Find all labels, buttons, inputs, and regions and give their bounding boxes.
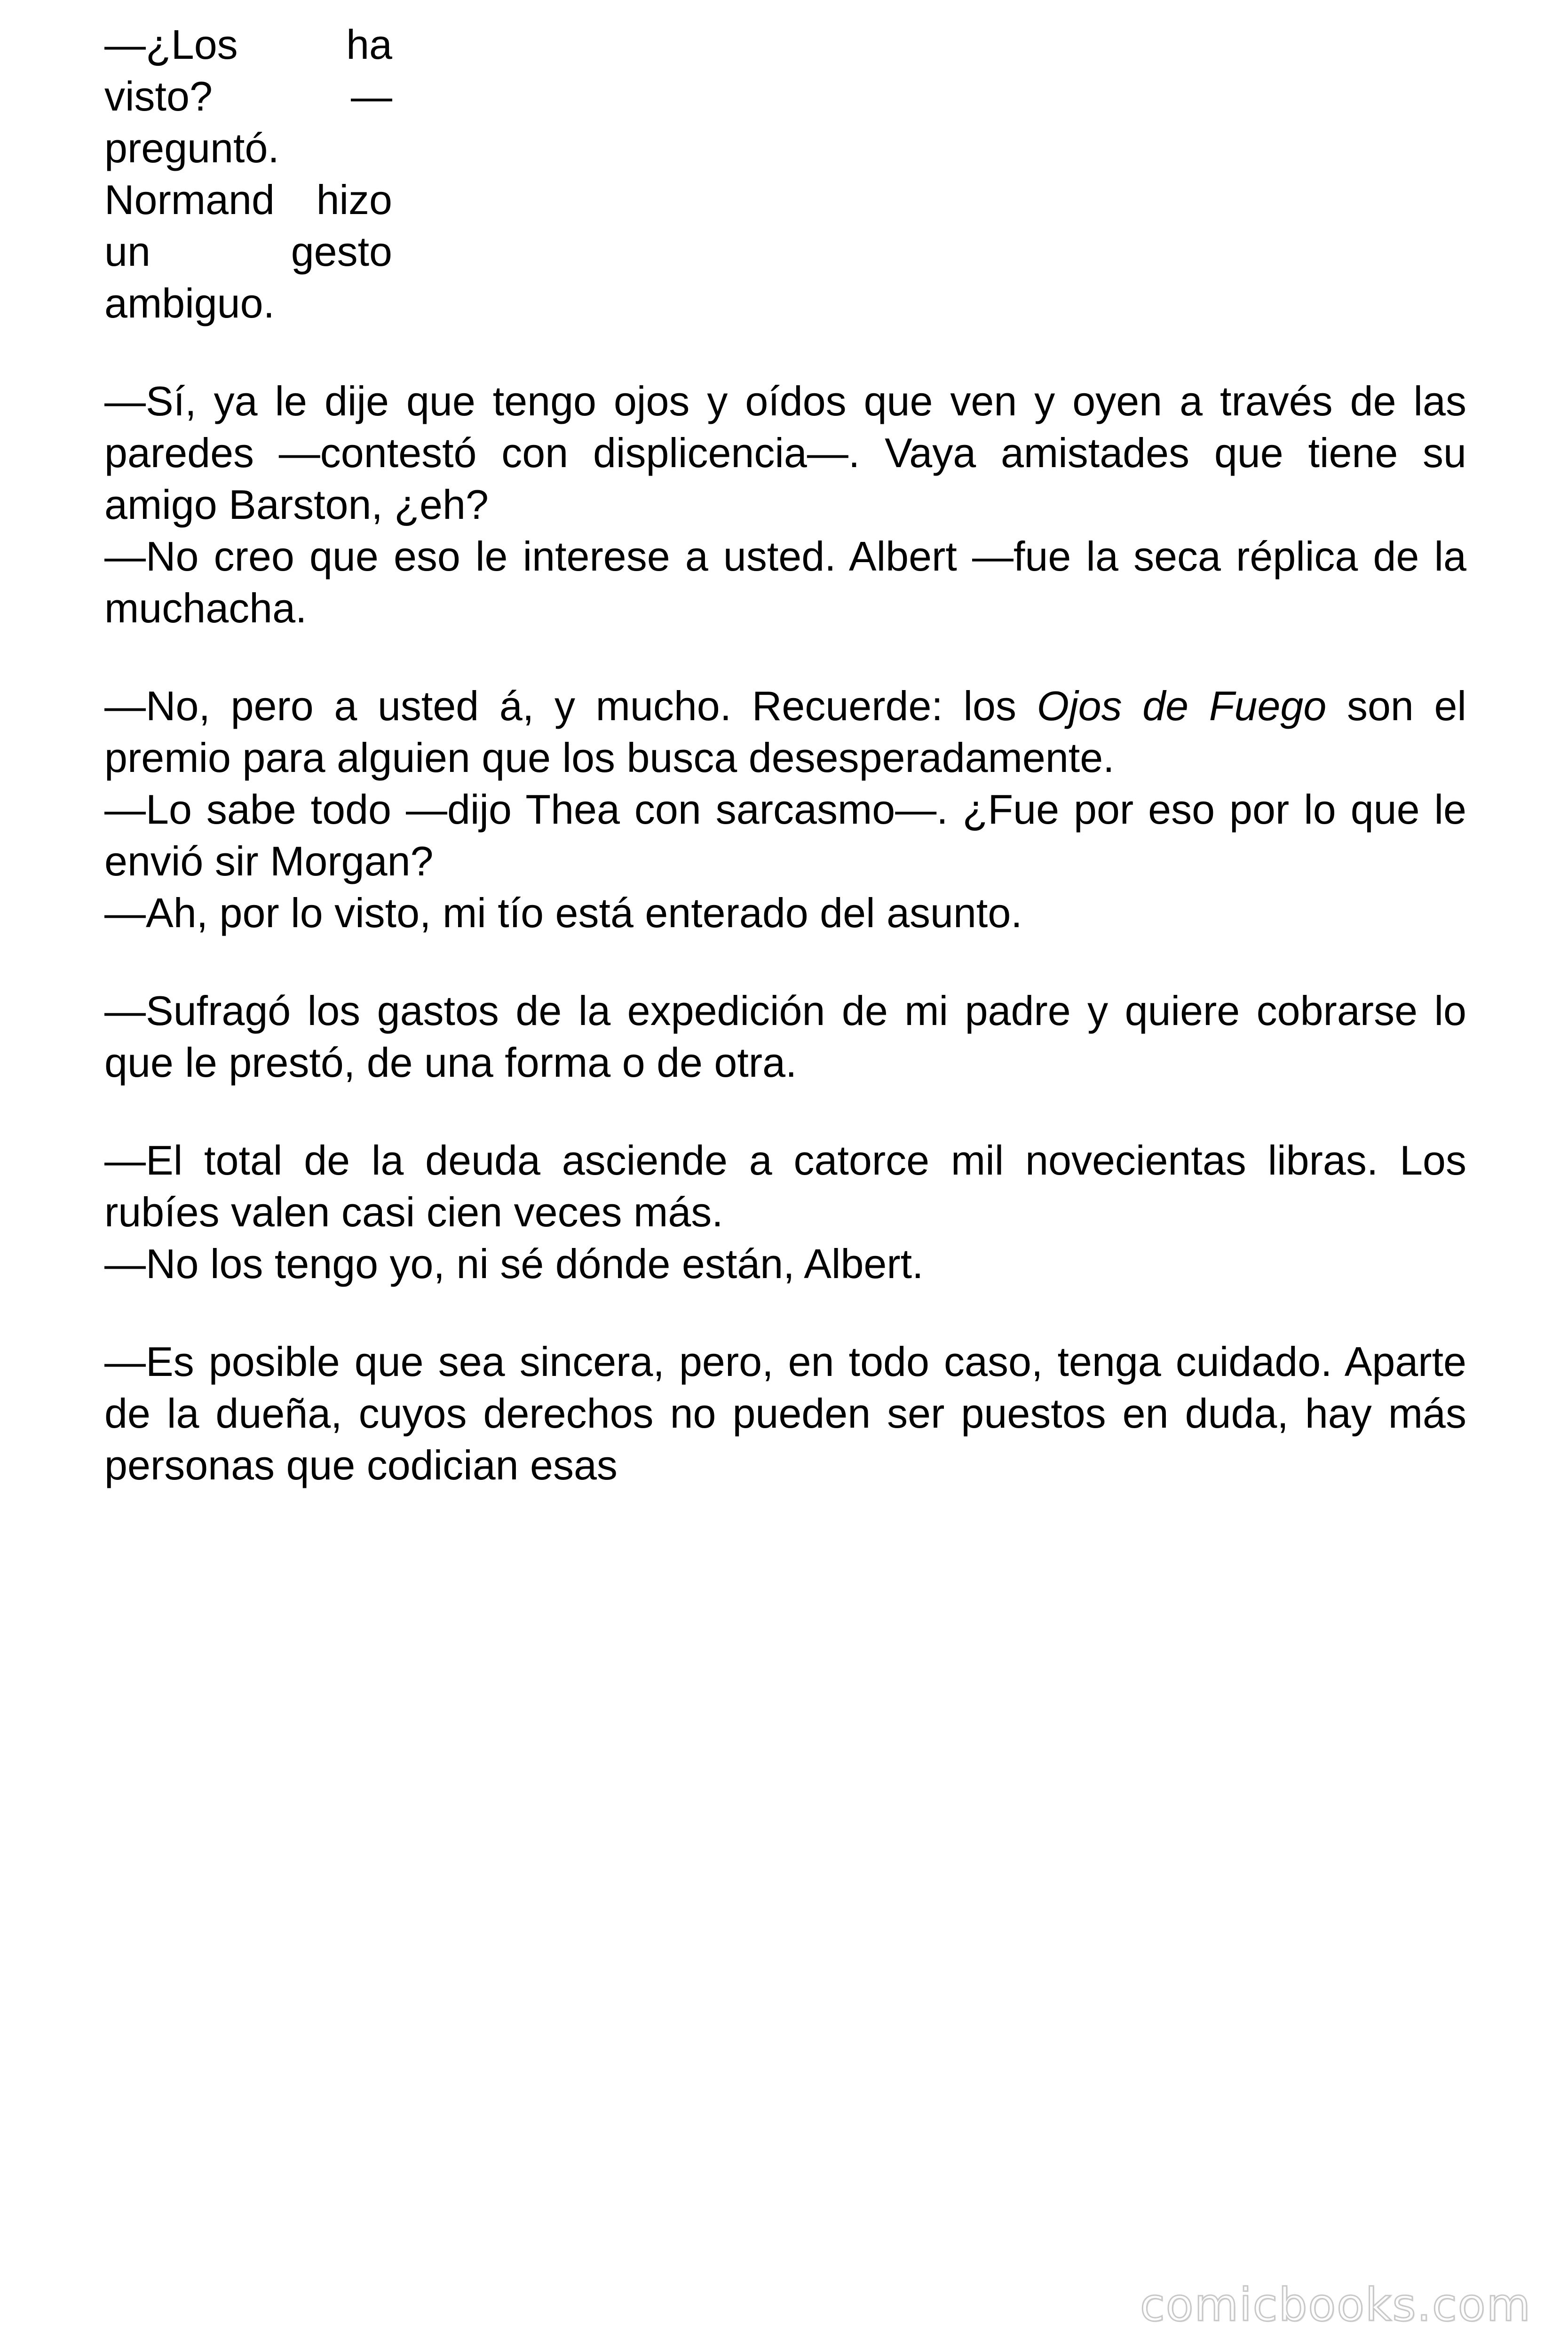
document-body xyxy=(104,19,1466,1491)
paragraph-text-before-title: —No, pero a usted á, y mucho. Recuerde: los xyxy=(104,683,1037,729)
paragraph-no-los-tengo: —No los tengo yo, ni sé dónde están, Albert. xyxy=(104,1240,924,1287)
italic-title: Ojos de Fuego xyxy=(1037,683,1327,729)
paragraph-mi-tio: —Ah, por lo visto, mi tío está enterado del asunto. xyxy=(104,890,1022,936)
paragraph-si-ya-le-dije: —Sí, ya le dije que tengo ojos y oídos que ven y oyen a través de las paredes —contestó con displicencia—. Vaya amistades que tiene su amigo Barston, ¿eh? xyxy=(104,378,1466,528)
paragraph-los-ha-visto: —¿Los ha visto? —preguntó. Normand hizo un gesto ambiguo. xyxy=(104,21,392,326)
paragraph-no-creo: —No creo que eso le interese a usted. Albert —fue la seca réplica de la muchacha. xyxy=(104,533,1466,631)
watermark-logo: comicbooks.com xyxy=(1140,2279,1531,2331)
paragraph-total-deuda: —El total de la deuda asciende a catorce mil novecientas libras. Los rubíes valen casi cien veces más. xyxy=(104,1137,1466,1235)
paragraph-sufrago: —Sufragó los gastos de la expedición de mi padre y quiere cobrarse lo que le prestó, de una forma o de otra. xyxy=(104,987,1466,1086)
paragraph-lo-sabe-todo: —Lo sabe todo —dijo Thea con sarcasmo—. ¿Fue por eso por lo que le envió sir Morgan? xyxy=(104,786,1466,884)
paragraph-ojos-de-fuego xyxy=(104,680,1466,784)
paragraph-text-after-title: son el premio para alguien que los busca desesperadamente. xyxy=(104,683,1466,781)
paragraph-es-posible: —Es posible que sea sincera, pero, en todo caso, tenga cuidado. Aparte de la dueña, cuyos derechos no pueden ser puestos en duda, hay más personas que codician esas xyxy=(104,1338,1466,1488)
